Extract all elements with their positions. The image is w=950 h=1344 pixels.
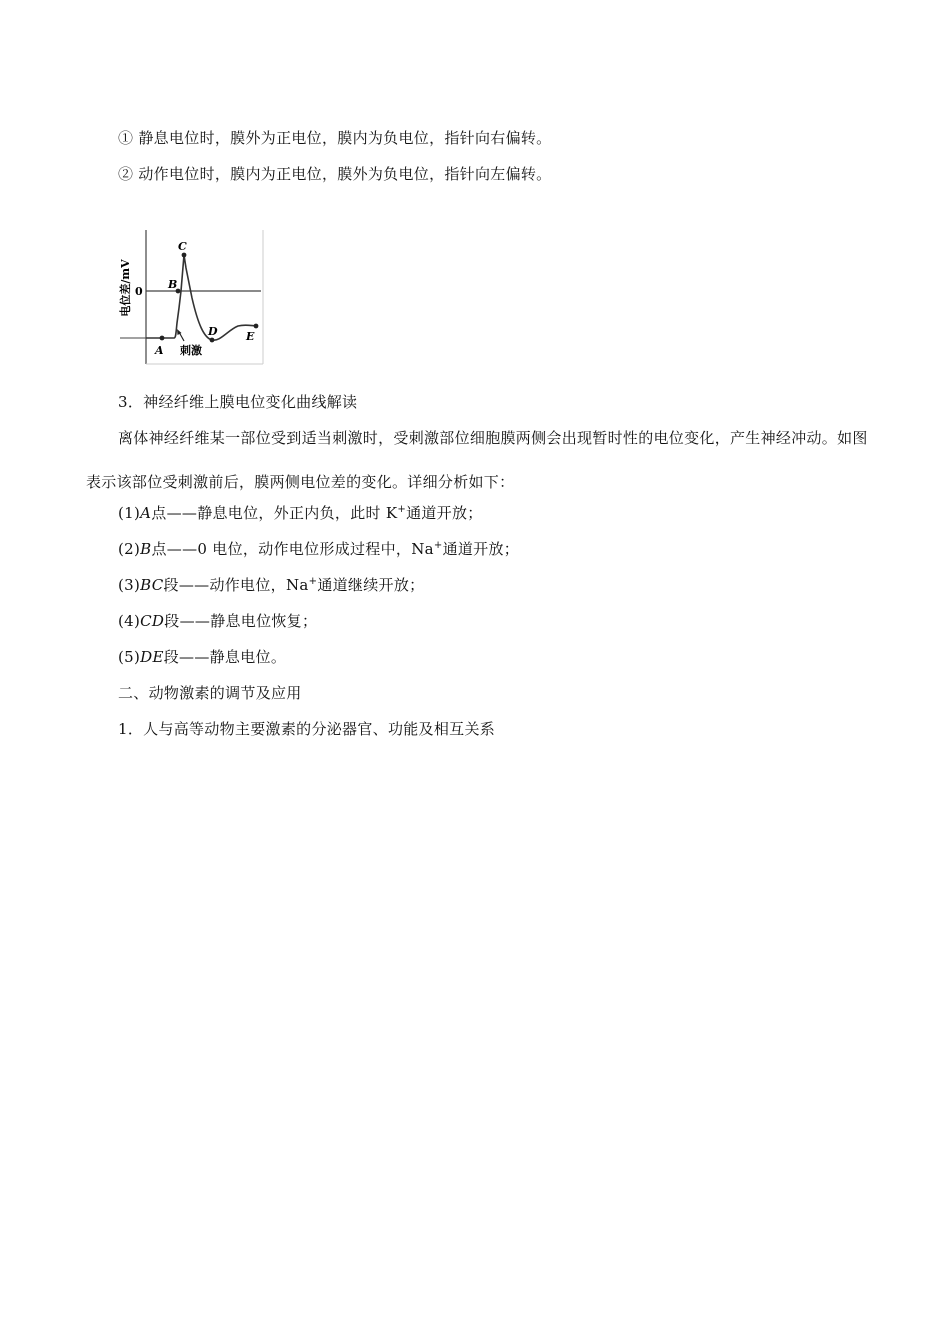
item-segment-bc [118, 575, 424, 595]
point-b-label: B [168, 278, 178, 291]
line-action-potential: ② 动作电位时，膜内为正电位，膜外为负电位，指针向左偏转。 [118, 165, 552, 183]
item-prefix: (1) [118, 504, 141, 522]
point-c-label: C [178, 240, 187, 253]
point-a-label: A [155, 344, 164, 357]
item-text: 点——静息电位，外正内负，此时 K [151, 504, 398, 522]
segment-label: DE [140, 648, 164, 666]
heading-curve-interpretation: 3．神经纤维上膜电位变化曲线解读 [118, 393, 358, 411]
heading-hormone-relations: 1．人与高等动物主要激素的分泌器官、功能及相互关系 [118, 720, 496, 738]
item-point-b [118, 539, 519, 559]
item-text: 点——0 电位，动作电位形成过程中，Na [151, 540, 434, 558]
point-e-label: E [246, 330, 255, 343]
intro-paragraph: 离体神经纤维某一部位受到适当刺激时，受刺激部位细胞膜两侧会出现暂时性的电位变化，产生神经冲动。如图表示该部位受刺激前后，膜两侧电位差的变化。详细分析如下： [86, 429, 868, 491]
ion-charge: + [308, 576, 318, 587]
potential-curve-diagram [118, 228, 266, 366]
item-tail: 通道开放； [406, 504, 483, 522]
ion-charge: + [433, 540, 443, 551]
item-prefix: (5) [118, 648, 141, 666]
item-prefix: (2) [118, 540, 141, 558]
point-label: B [140, 540, 152, 558]
item-tail: 通道继续开放； [317, 576, 425, 594]
potential-curve [146, 255, 258, 340]
item-prefix: (4) [118, 612, 141, 630]
segment-label: CD [140, 612, 165, 630]
item-prefix: (3) [118, 576, 141, 594]
y-axis-label: 电位差/mV [119, 259, 132, 317]
segment-label: BC [140, 576, 164, 594]
item-segment-de [118, 647, 286, 667]
point-d-marker [210, 338, 215, 343]
line-resting-potential: ① 静息电位时，膜外为正电位，膜内为负电位，指针向右偏转。 [118, 129, 552, 147]
stimulus-label: 刺激 [180, 344, 202, 357]
item-text: 段——静息电位。 [163, 648, 287, 666]
item-text: 段——动作电位，Na [163, 576, 309, 594]
ion-charge: + [397, 504, 407, 515]
point-c-marker [182, 253, 187, 258]
point-d-label: D [208, 325, 218, 338]
item-tail: 通道开放； [442, 540, 520, 558]
point-a-marker [160, 336, 165, 341]
item-point-a [118, 503, 483, 523]
item-segment-cd [118, 611, 317, 631]
item-text: 段——静息电位恢复； [164, 612, 318, 630]
point-label: A [140, 504, 152, 522]
point-e-marker [254, 324, 259, 329]
membrane-potential-figure [118, 228, 266, 366]
section-heading-hormones: 二、动物激素的调节及应用 [118, 684, 302, 702]
zero-label: 0 [135, 285, 143, 298]
